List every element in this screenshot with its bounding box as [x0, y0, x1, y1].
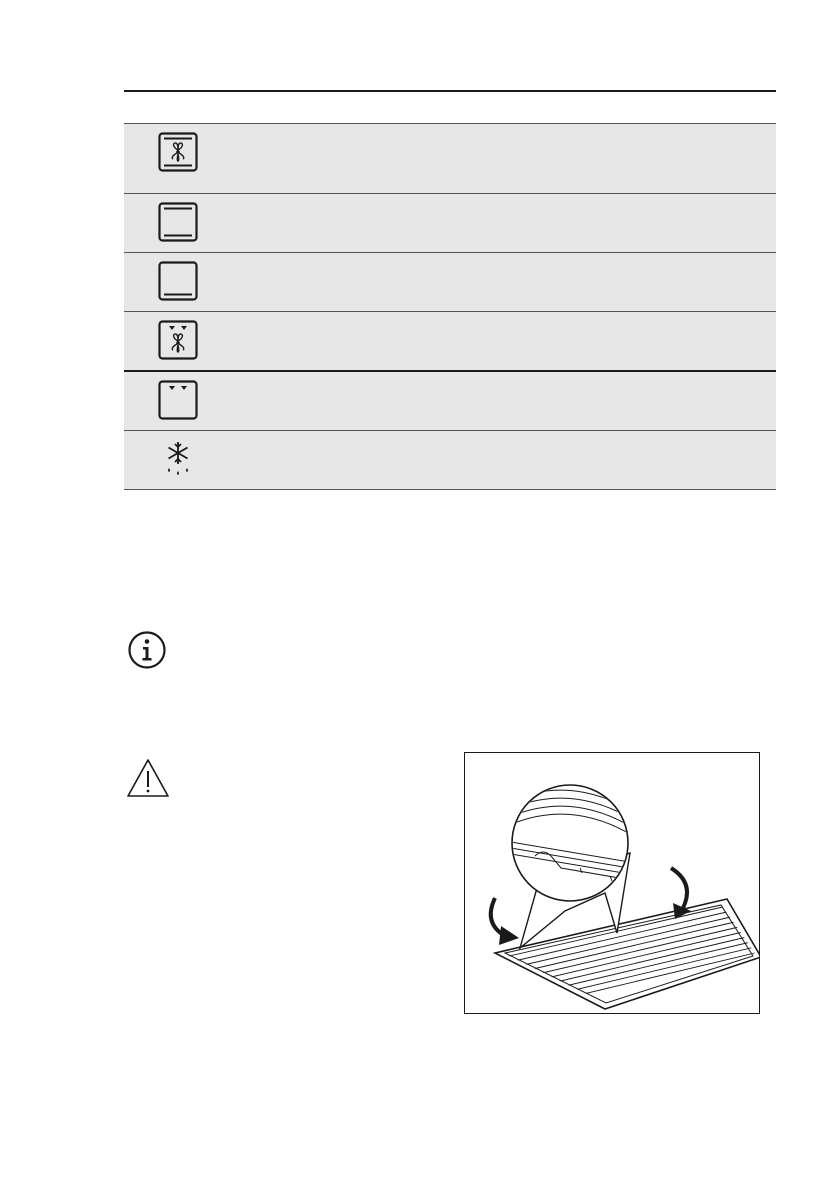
table-row [124, 124, 776, 194]
conventional-cooking-icon [158, 202, 198, 242]
rotate-arrow-left [491, 898, 519, 945]
table-row [124, 312, 776, 372]
table-row [124, 372, 776, 431]
warning-icon [126, 758, 170, 798]
info-icon [127, 630, 167, 670]
true-fan-cooking-icon [158, 132, 198, 172]
baking-tray-grid-illustration [464, 752, 760, 1014]
table-row [124, 431, 776, 490]
table-header [124, 92, 776, 124]
fan-grill-icon [158, 320, 198, 360]
grill-icon [158, 380, 198, 420]
bottom-heat-icon [158, 261, 198, 301]
oven-functions-table [124, 90, 776, 490]
table-row [124, 253, 776, 312]
table-row [124, 194, 776, 253]
defrost-icon [158, 440, 198, 480]
